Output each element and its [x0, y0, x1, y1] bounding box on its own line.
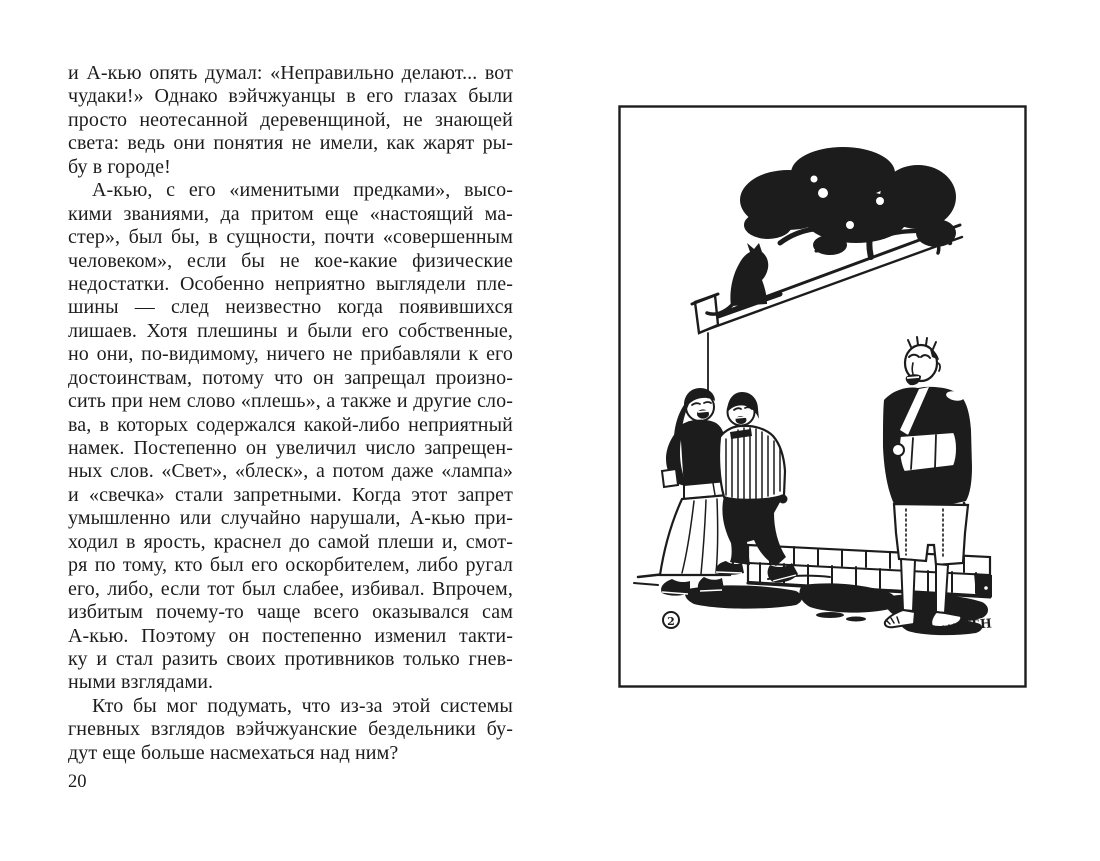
text-line: кими званиями, да притом еще «настоящий ма- [68, 202, 513, 225]
text-line: намек. Постепенно он увеличил число запрещен- [68, 437, 513, 459]
text-line: стер», был бы, в сущности, почти «совершенным [68, 226, 513, 249]
text-line: просто неотесанной деревенщиной, не знающей [68, 108, 513, 131]
left-page-text-block [68, 62, 513, 765]
figure-number-badge [663, 612, 679, 628]
text-line: лишаев. Хотя плешины и были его собственные, [68, 319, 513, 342]
text-line: и А-кью опять думал: «Неправильно делают... вот [68, 62, 513, 84]
text-line: человеком», если бы не кое-какие физические [68, 249, 513, 272]
text-line: ходил в ярость, краснел до самой плеши и, смот- [68, 530, 513, 553]
text-line: А-кью, с его «именитыми предками», высо- [92, 179, 513, 202]
illustration-drawing [618, 105, 1027, 688]
text-line: шины — след неизвестно когда появившихся [68, 296, 513, 319]
text-line: чудаки!» Однако вэйчжуанцы в его глазах были [68, 85, 513, 108]
text-line: гневных взглядов вэйчжуанские бездельники бу- [68, 718, 513, 741]
text-line: сить при нем слово «плешь», а также и другие сло- [68, 390, 513, 413]
text-line: Кто бы мог подумать, что из-за этой системы [92, 694, 513, 717]
page-number: 20 [68, 772, 87, 792]
text-line: и «свечка» стали запретными. Когда этот запрет [68, 483, 513, 506]
text-line: А-кью. Поэтому он постепенно изменил такти- [68, 624, 513, 647]
text-line: ря по тому, кто был его оскорбителем, либо ругал [68, 554, 513, 577]
figure-number: 2 [667, 615, 675, 628]
text-line: бу в городе! [68, 155, 171, 178]
illustration-frame [618, 105, 1027, 688]
text-line: ных слов. «Свет», «блеск», а потом даже «лампа» [68, 460, 513, 483]
text-line: достоинствам, потому что он запрещал произно- [68, 366, 513, 389]
text-line: ку и стал разить своих противников только гнев- [68, 647, 513, 670]
text-line: ва, в которых содержался какой-либо неприятный [68, 413, 513, 436]
text-line: избитым почему-то чаще всего оказывался сам [68, 601, 513, 624]
text-line: ными взглядами. [68, 671, 214, 694]
text-line: его, либо, если тот был слабее, избивал. Впрочем, [68, 577, 513, 600]
text-line: умышленно или случайно нарушали, А-кью при- [68, 507, 513, 530]
text-line: недостатки. Особенно неприятно выглядели пле- [68, 272, 513, 295]
text-line: дут еще больше насмехаться над ним? [68, 741, 399, 764]
text-line: света: ведь они понятия не имели, как жарят ры- [68, 132, 513, 155]
text-line: но они, по-видимому, ничего не прибавляли к его [68, 343, 513, 366]
artist-signature: ТН [969, 615, 994, 632]
